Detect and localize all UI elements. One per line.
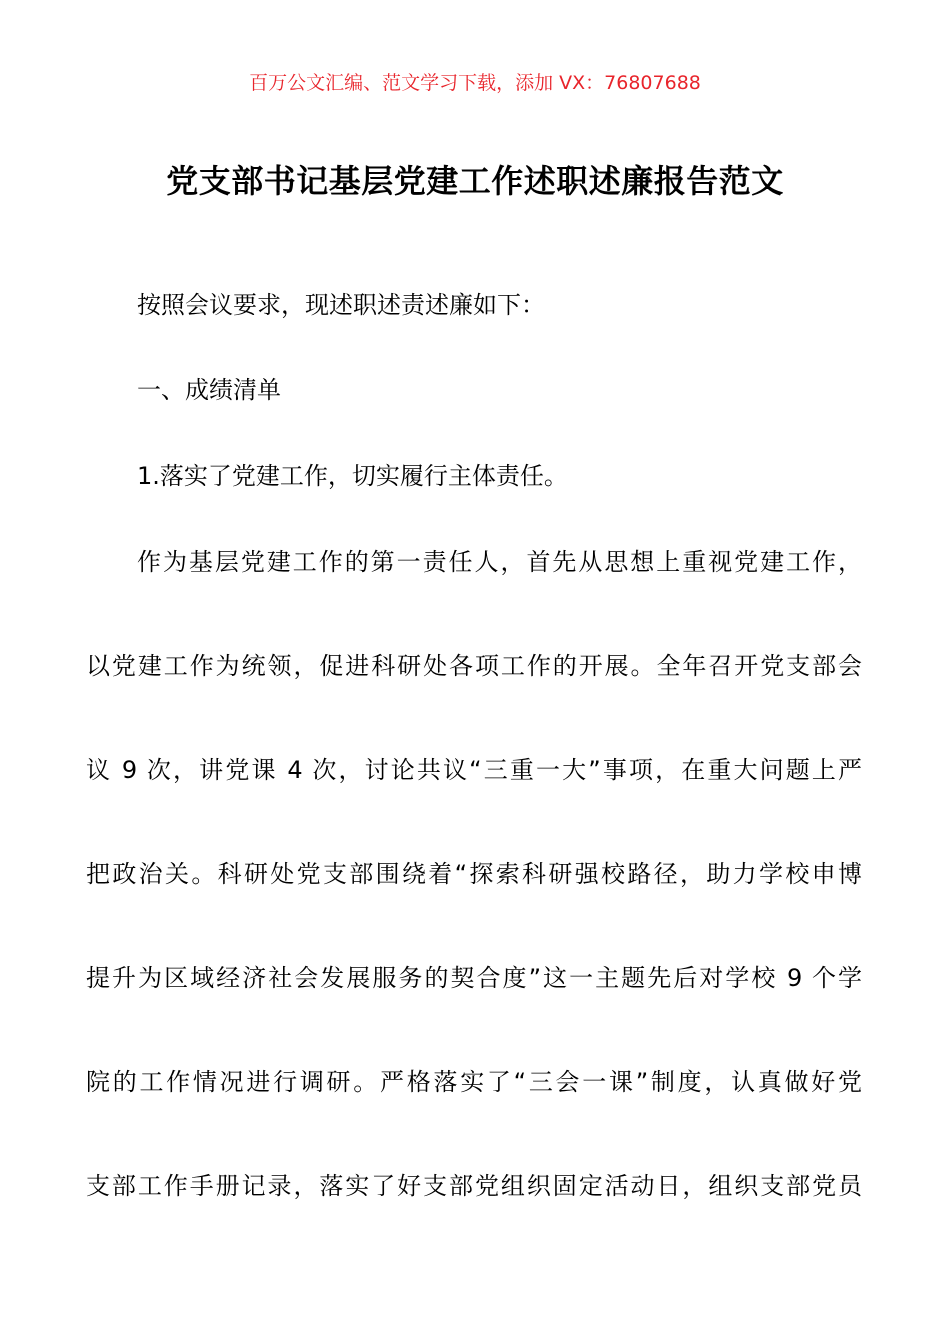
intro-paragraph: 按照会议要求，现述职述责述廉如下： — [137, 291, 545, 319]
paragraph-line: 院的工作情况进行调研。严格落实了“三会一课”制度，认真做好党 — [86, 1068, 862, 1096]
subsection-heading: 1.落实了党建工作，切实履行主体责任。 — [137, 462, 568, 490]
document-title: 党支部书记基层党建工作述职述廉报告范文 — [166, 162, 784, 200]
section-heading: 一、成绩清单 — [137, 376, 281, 404]
paragraph-line: 提升为区域经济社会发展服务的契合度”这一主题先后对学校 9 个学 — [86, 964, 862, 992]
watermark-header: 百万公文汇编、范文学习下载，添加 VX：76807688 — [249, 72, 701, 94]
paragraph-line: 把政治关。科研处党支部围绕着“探索科研强校路径，助力学校申博 — [86, 860, 862, 888]
paragraph-line: 以党建工作为统领，促进科研处各项工作的开展。全年召开党支部会 — [86, 652, 862, 680]
paragraph-line: 支部工作手册记录，落实了好支部党组织固定活动日，组织支部党员 — [86, 1172, 862, 1200]
paragraph-first-line: 作为基层党建工作的第一责任人，首先从思想上重视党建工作， — [137, 548, 862, 576]
paragraph-line: 议 9 次，讲党课 4 次，讨论共议“三重一大”事项，在重大问题上严 — [86, 756, 862, 784]
